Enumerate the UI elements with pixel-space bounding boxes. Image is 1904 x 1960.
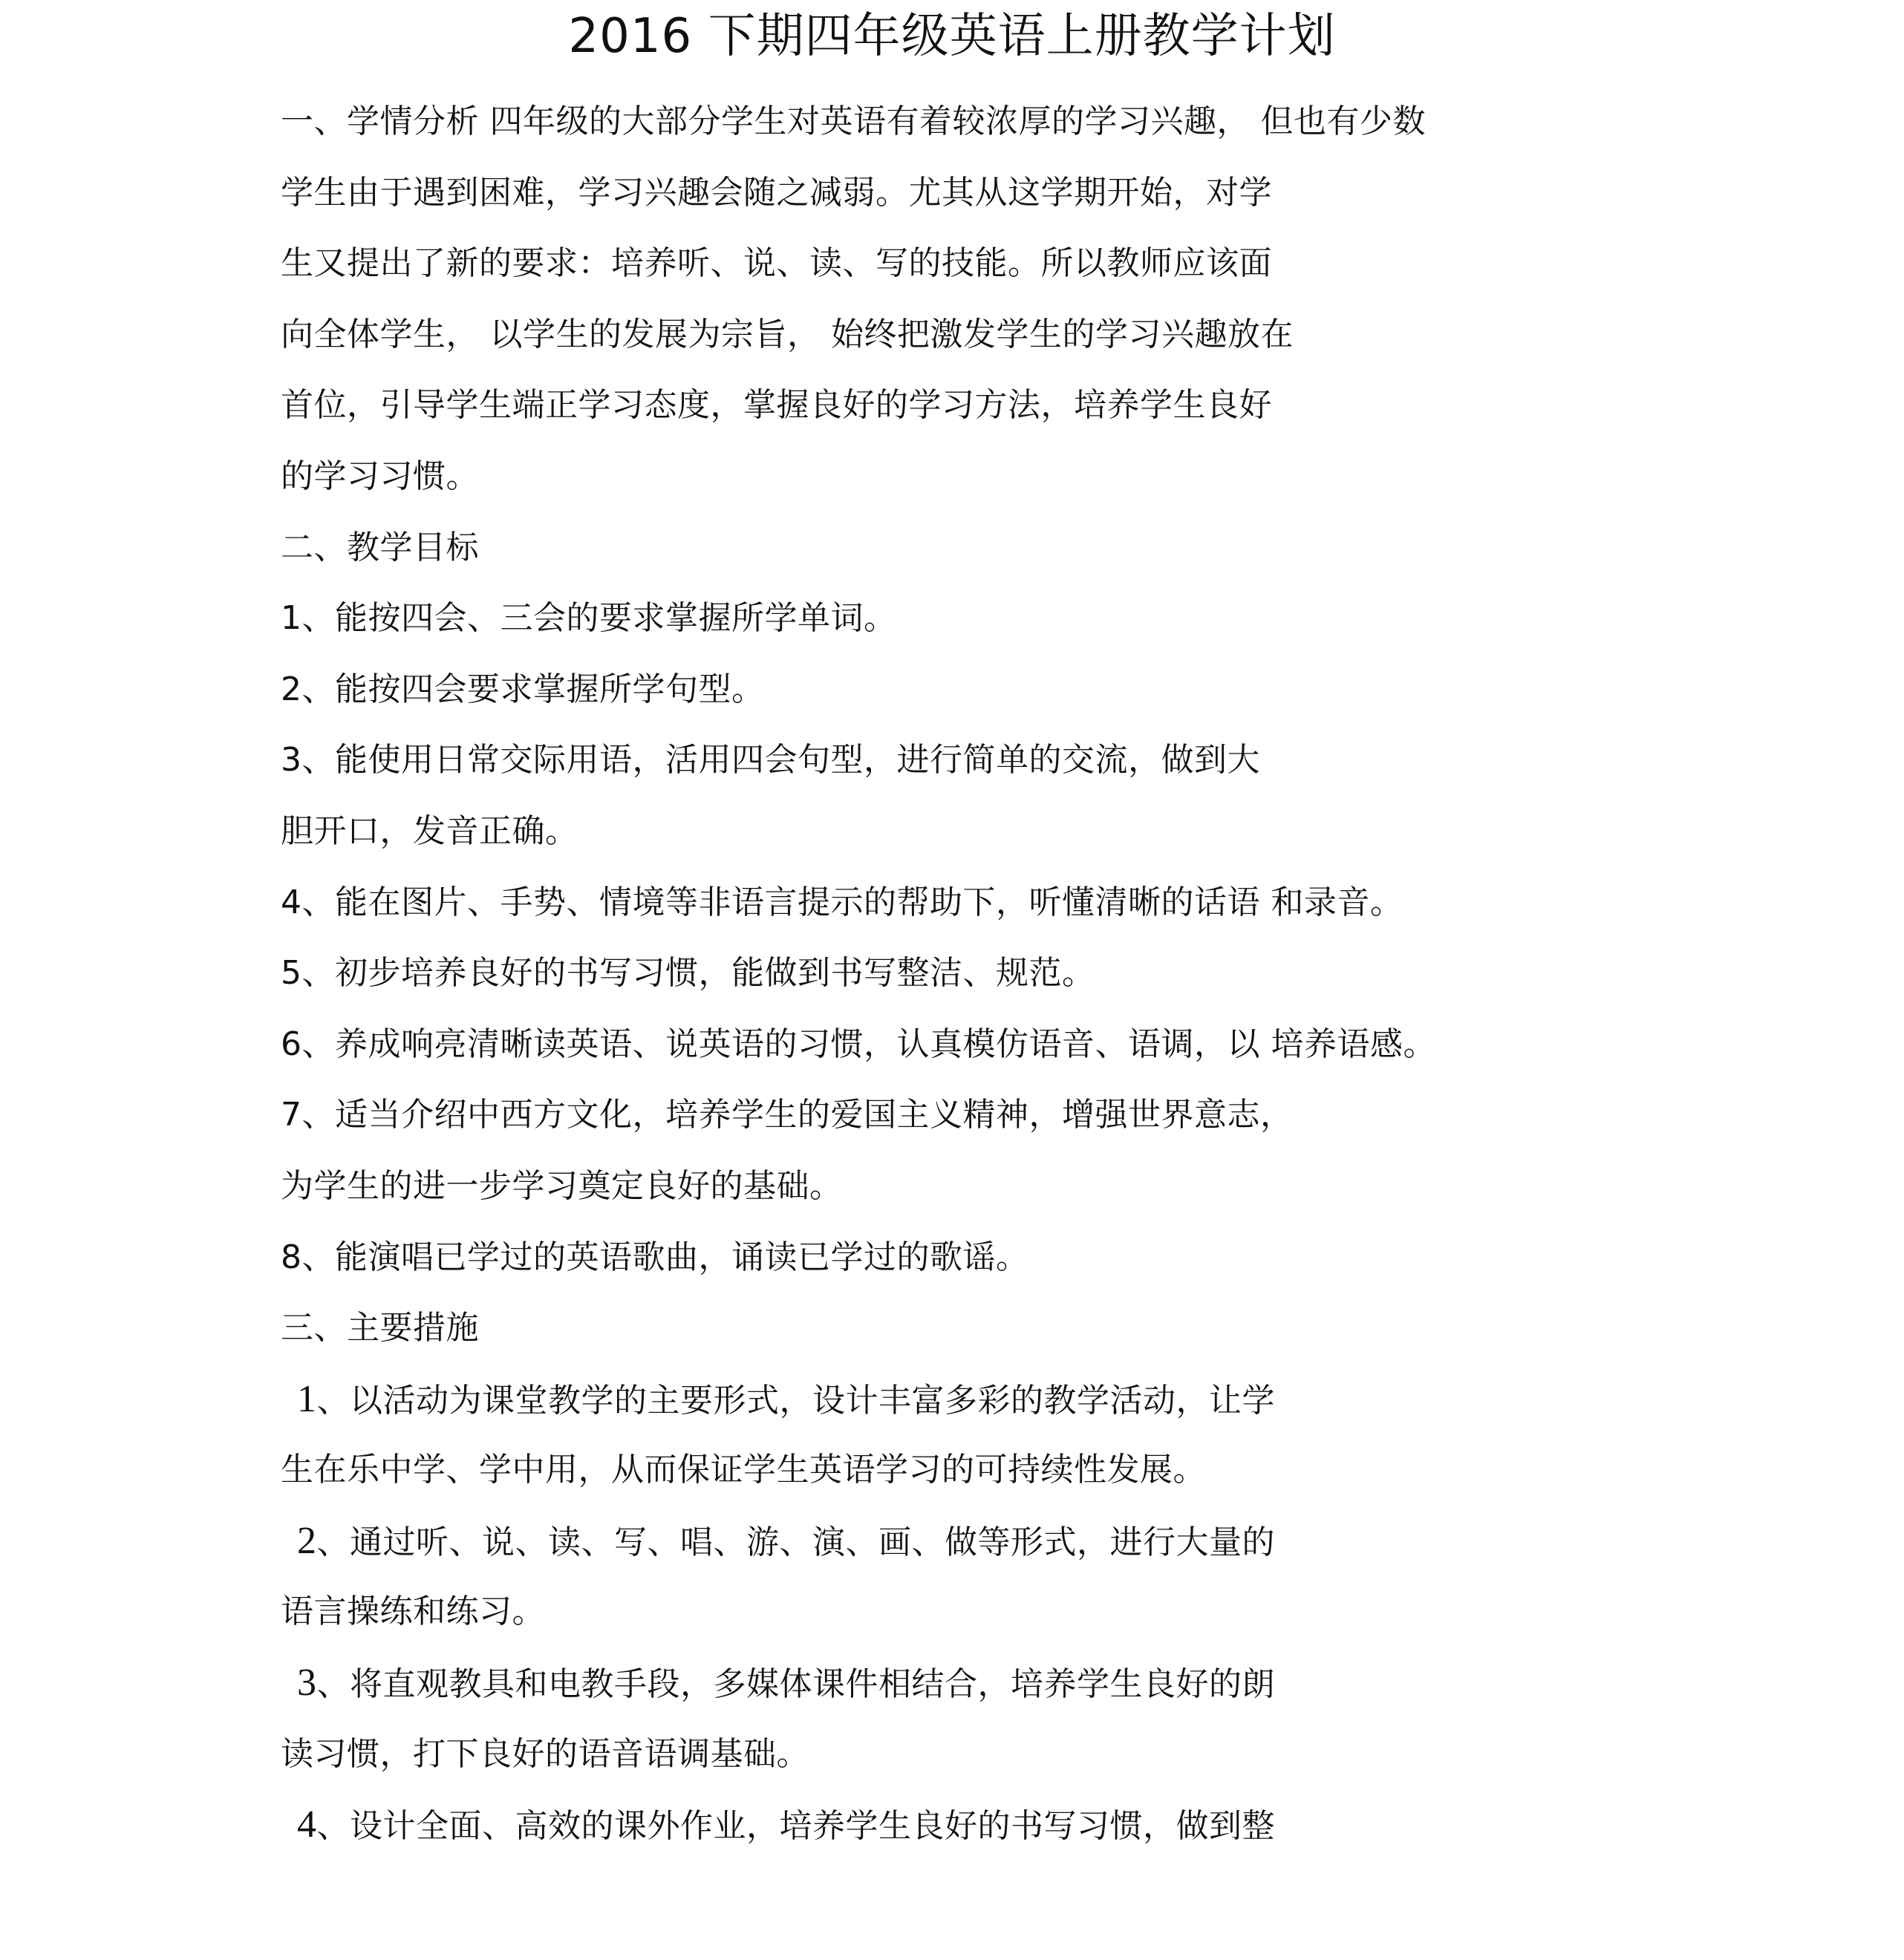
measure-text: 、通过听、说、读、写、唱、游、演、画、做等形式，进行大量的 (316, 1523, 1275, 1561)
measure-text: 、设计全面、高效的课外作业，培养学生良好的书写习惯，做到整 (316, 1807, 1275, 1846)
text-line: 语言操练和练习。 (281, 1592, 545, 1631)
goal-item: 5、初步培养良好的书写习惯，能做到书写整洁、规范。 (281, 954, 1095, 993)
goal-item: 3、能使用日常交际用语，活用四会句型，进行简单的交流，做到大 (281, 741, 1260, 780)
text-line: 向全体学生， 以学生的发展为宗旨， 始终把激发学生的学习兴趣放在 (281, 315, 1294, 353)
goal-item: 8、能演唱已学过的英语歌曲，诵读已学过的歌谣。 (281, 1238, 1029, 1276)
section-heading: 三、主要措施 (281, 1309, 479, 1348)
measure-text: 、以活动为课堂教学的主要形式，设计丰富多彩的教学活动，让学 (316, 1381, 1275, 1420)
text-line: 学生由于遇到困难，学习兴趣会随之减弱。尤其从这学期开始，对学 (281, 173, 1272, 212)
measure-number: 4 (297, 1803, 317, 1846)
document-title: 2016 下期四年级英语上册教学计划 (568, 9, 1336, 64)
goal-item: 6、养成响亮清晰读英语、说英语的习惯，认真模仿语音、语调，以 培养语感。 (281, 1025, 1436, 1063)
goal-item: 1、能按四会、三会的要求掌握所学单词。 (281, 599, 897, 638)
measure-item (281, 1364, 1603, 1435)
document-body (281, 86, 1603, 1861)
text-line: 生在乐中学、学中用，从而保证学生英语学习的可持续性发展。 (281, 1451, 1206, 1489)
measure-item (281, 1647, 1603, 1719)
text-line: 胆开口，发音正确。 (281, 811, 578, 850)
measure-number: 1 (297, 1377, 317, 1420)
text-line: 一、学情分析 四年级的大部分学生对英语有着较浓厚的学习兴趣， 但也有少数 (281, 102, 1426, 140)
measure-item (281, 1506, 1603, 1577)
goal-item: 4、能在图片、手势、情境等非语言提示的帮助下，听懂清晰的话语 和录音。 (281, 883, 1403, 921)
text-line: 生又提出了新的要求：培养听、说、读、写的技能。所以教师应该面 (281, 244, 1272, 283)
text-line: 首位，引导学生端正学习态度，掌握良好的学习方法，培养学生良好 (281, 386, 1272, 425)
measure-text: 、将直观教具和电教手段，多媒体课件相结合，培养学生良好的朗 (316, 1665, 1275, 1704)
section-heading: 二、教学目标 (281, 528, 479, 566)
measure-number: 3 (297, 1662, 317, 1705)
measure-number: 2 (297, 1519, 317, 1562)
text-line: 为学生的进一步学习奠定良好的基础。 (281, 1166, 843, 1205)
goal-item: 7、适当介绍中西方文化，培养学生的爱国主义精神，增强世界意志， (281, 1096, 1294, 1134)
goal-item: 2、能按四会要求掌握所学句型。 (281, 670, 765, 708)
text-line: 读习惯，打下良好的语音语调基础。 (281, 1734, 809, 1773)
text-line: 的学习习惯。 (281, 457, 479, 495)
measure-item (281, 1789, 1603, 1861)
